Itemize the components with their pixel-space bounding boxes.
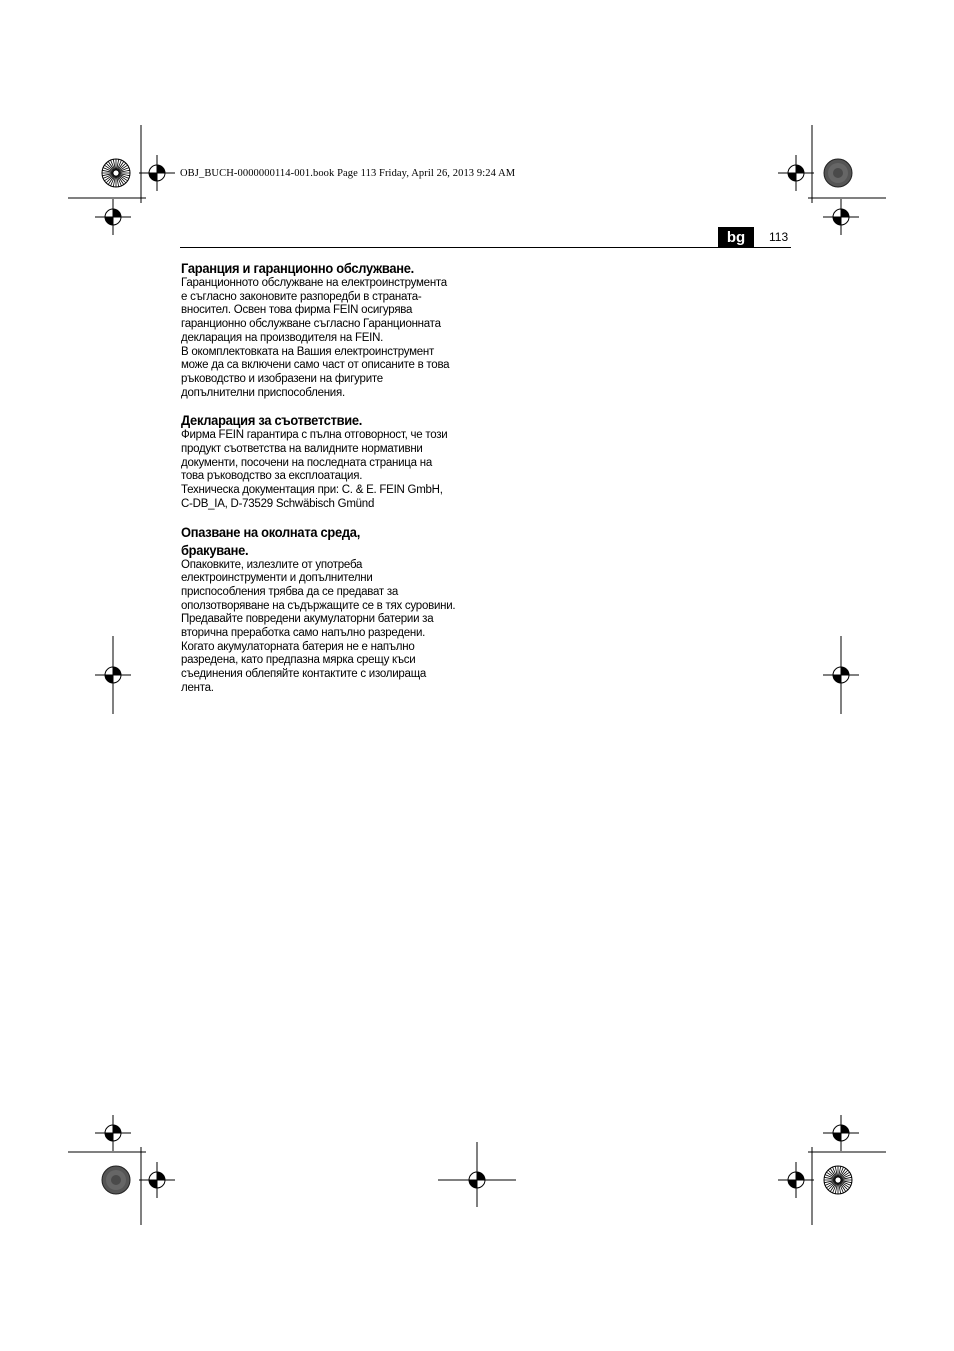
- section-environment: [181, 523, 481, 696]
- text-line: вносител. Освен това фирма FEIN осигурява: [181, 304, 413, 317]
- paragraph: [181, 559, 481, 614]
- text-line: приспособления трябва да се предават за: [181, 585, 399, 598]
- text-line: Фирма FEIN гарантира с пълна отговорност, че този: [181, 429, 448, 442]
- paragraph: [181, 613, 481, 640]
- text-line: Предавайте повредени акумулаторни батерии за: [181, 613, 434, 626]
- paragraph: [181, 277, 481, 346]
- page-content: [181, 259, 481, 696]
- text-line: електроинструменти и допълнителни: [181, 572, 373, 585]
- text-line: Гаранционното обслужване на електроинструмента: [181, 277, 447, 289]
- text-line: лента.: [181, 681, 214, 694]
- section-declaration: [181, 411, 481, 511]
- text-line: документи, посочени на последната страница на: [181, 456, 432, 469]
- text-line: декларация на производителя на FEIN.: [181, 331, 384, 344]
- text-line: В окомплектовката на Вашия електроинструмент: [181, 345, 435, 358]
- paragraph: [181, 484, 481, 511]
- page-number: 113: [769, 230, 789, 244]
- print-info-line: OBJ_BUCH-0000000114-001.book Page 113 Friday, April 26, 2013 9:24 AM: [180, 168, 516, 179]
- header-rule: [180, 247, 791, 248]
- section-heading: [181, 411, 457, 429]
- paragraph: [181, 429, 481, 484]
- text-line: Техническа документация при: C. & E. FEIN GmbH,: [181, 484, 443, 497]
- text-line: може да са включени само част от описаните в това: [181, 359, 450, 372]
- text-line: допълнителни приспособления.: [181, 386, 345, 399]
- paragraph: [181, 641, 481, 696]
- text-line: гаранционно обслужване съгласно Гаранционната: [181, 318, 441, 331]
- text-line: Опаковките, излезлите от употреба: [181, 558, 363, 571]
- heading-line: Опазване на околната среда,: [181, 523, 361, 540]
- text-line: Когато акумулаторната батерия не е напълно: [181, 640, 415, 653]
- heading-line: бракуване.: [181, 541, 249, 558]
- text-line: това ръководство за експлоатация.: [181, 470, 363, 483]
- text-line: ръководство и изобразени на фигурите: [181, 372, 383, 385]
- text-line: е съгласно законовите разпоредби в страната-: [181, 290, 422, 303]
- text-line: разредена, като предпазна мярка срещу къси: [181, 654, 416, 667]
- text-line: вторична преработка само напълно разредени.: [181, 627, 426, 640]
- section-warranty: [181, 259, 481, 400]
- section-heading: [181, 523, 457, 559]
- text-line: продукт съответства на валидните нормативни: [181, 443, 423, 456]
- paragraph: [181, 346, 481, 401]
- text-line: оползотворяване на съдържащите се в тях суровини.: [181, 599, 456, 612]
- heading-line: Декларация за съответствие.: [181, 412, 363, 429]
- section-heading: [181, 259, 457, 277]
- language-badge: bg: [718, 227, 754, 248]
- text-line: съединения облепяйте контактите с изолираща: [181, 668, 427, 681]
- heading-line: Гаранция и гаранционно обслужване.: [181, 260, 414, 276]
- text-line: C-DB_IA, D-73529 Schwäbisch Gmünd: [181, 497, 375, 510]
